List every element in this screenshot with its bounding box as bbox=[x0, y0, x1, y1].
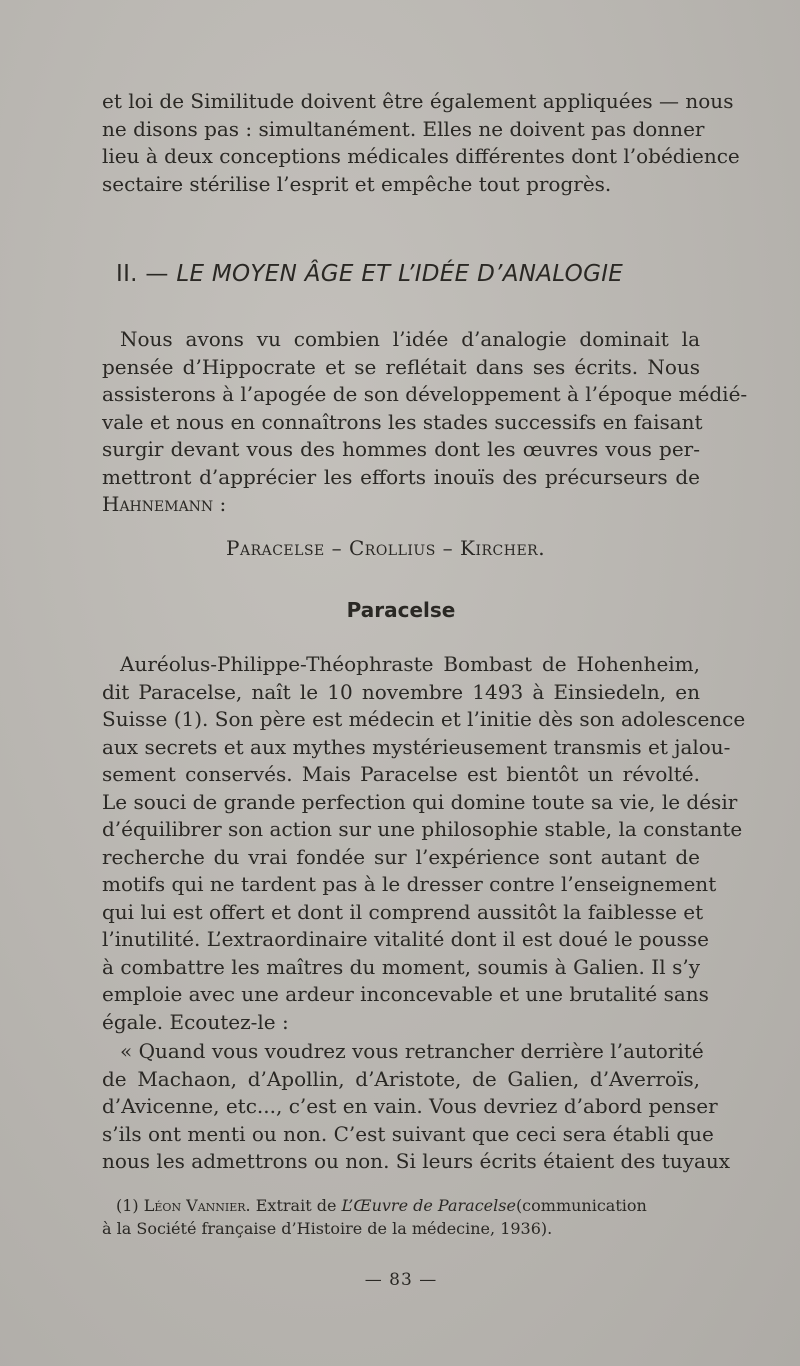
text-line: de Machaon, d’Apollin, d’Aristote, de Galien, d’Averroïs, bbox=[102, 1066, 700, 1091]
text-line: « Quand vous voudrez vous retrancher derrière l’autorité bbox=[120, 1039, 704, 1063]
text-line: sement conservés. Mais Paracelse est bientôt un révolté. bbox=[102, 762, 700, 786]
text-line: Auréolus-Philippe-Théophraste Bombast de Hohenheim, bbox=[120, 652, 700, 676]
text-line: Le souci de grande perfection qui domine toute sa vie, le désir bbox=[102, 789, 738, 814]
text-line: vale et nous en connaîtrons les stades successifs en faisant bbox=[102, 409, 703, 434]
text-line: mettront d’apprécier les efforts inouïs des précurseurs de bbox=[102, 464, 700, 489]
footnote-author: Léon Vannier. bbox=[143, 1196, 251, 1215]
text-line: qui lui est offert et dont il comprend aussitôt la faiblesse et bbox=[102, 899, 704, 924]
paragraph-similitude bbox=[102, 88, 740, 198]
text-line: nous les admettrons ou non. Si leurs écrits étaient des tuyaux bbox=[102, 1149, 731, 1173]
text-line: s’ils ont menti ou non. C’est suivant que ceci sera établi que bbox=[102, 1121, 714, 1146]
text-line: pensée d’Hippocrate et se reflétait dans ses écrits. Nous bbox=[102, 354, 700, 379]
text-line: à combattre les maîtres du moment, soumis à Galien. Il s’y bbox=[102, 954, 700, 979]
text-line: dit Paracelse, naît le 10 novembre 1493 à Einsiedeln, en bbox=[102, 679, 700, 704]
section-title bbox=[116, 261, 623, 287]
paragraph-analogie bbox=[102, 326, 748, 519]
text-line: lieu à deux conceptions médicales différentes dont l’obédience bbox=[102, 144, 740, 168]
text-line: recherche du vrai fondée sur l’expérience sont autant de bbox=[102, 844, 700, 869]
authors-line: Paracelse – Crollius – Kircher. bbox=[226, 536, 546, 560]
text-line: aux secrets et aux mythes mystérieusement transmis et jalou- bbox=[102, 734, 731, 759]
section-number: II. — bbox=[116, 261, 169, 287]
sub-heading: Paracelse bbox=[346, 598, 456, 622]
footnote bbox=[102, 1194, 700, 1240]
text-line: d’équilibrer son action sur une philosophie stable, la constante bbox=[102, 817, 743, 841]
text-line: et loi de Similitude doivent être également appliquées — nous bbox=[102, 89, 734, 113]
text-line: emploie avec une ardeur inconcevable et une brutalité sans bbox=[102, 982, 709, 1006]
text-line: sectaire stérilise l’esprit et empêche tout progrès. bbox=[102, 171, 612, 196]
text-line: ne disons pas : simultanément. Elles ne doivent pas donner bbox=[102, 116, 705, 141]
text-line: Nous avons vu combien l’idée d’analogie dominait la bbox=[120, 327, 700, 351]
text-line: Hahnemann : bbox=[102, 492, 227, 516]
footnote-line: à la Société française d’Histoire de la médecine, 1936). bbox=[102, 1219, 553, 1238]
text-line: assisterons à l’apogée de son développement à l’époque médié- bbox=[102, 382, 748, 406]
text-line: surgir devant vous des hommes dont les œuvres vous per- bbox=[102, 437, 700, 461]
page-number: — 83 — bbox=[364, 1270, 438, 1290]
text-line: Suisse (1). Son père est médecin et l’initie dès son adolescence bbox=[102, 707, 746, 731]
paragraph-paracelse-biography bbox=[102, 651, 746, 1036]
footnote-marker: (1) bbox=[116, 1196, 139, 1215]
footnote-text: Extrait de bbox=[255, 1196, 337, 1215]
footnote-text: (communication bbox=[515, 1196, 647, 1215]
text-line: motifs qui ne tardent pas à le dresser contre l’enseignement bbox=[102, 872, 717, 896]
footnote-work-title: L’Œuvre de Paracelse bbox=[341, 1196, 516, 1215]
text-line: d’Avicenne, etc..., c’est en vain. Vous devriez d’abord penser bbox=[102, 1094, 718, 1118]
section-title-text: LE MOYEN ÂGE ET L’IDÉE D’ANALOGIE bbox=[176, 261, 624, 287]
text-line: égale. Ecoutez-le : bbox=[102, 1009, 289, 1034]
footnote-line bbox=[102, 1194, 700, 1217]
paragraph-quotation bbox=[102, 1038, 731, 1176]
text-line: l’inutilité. L’extraordinaire vitalité dont il est doué le pousse bbox=[102, 927, 710, 951]
